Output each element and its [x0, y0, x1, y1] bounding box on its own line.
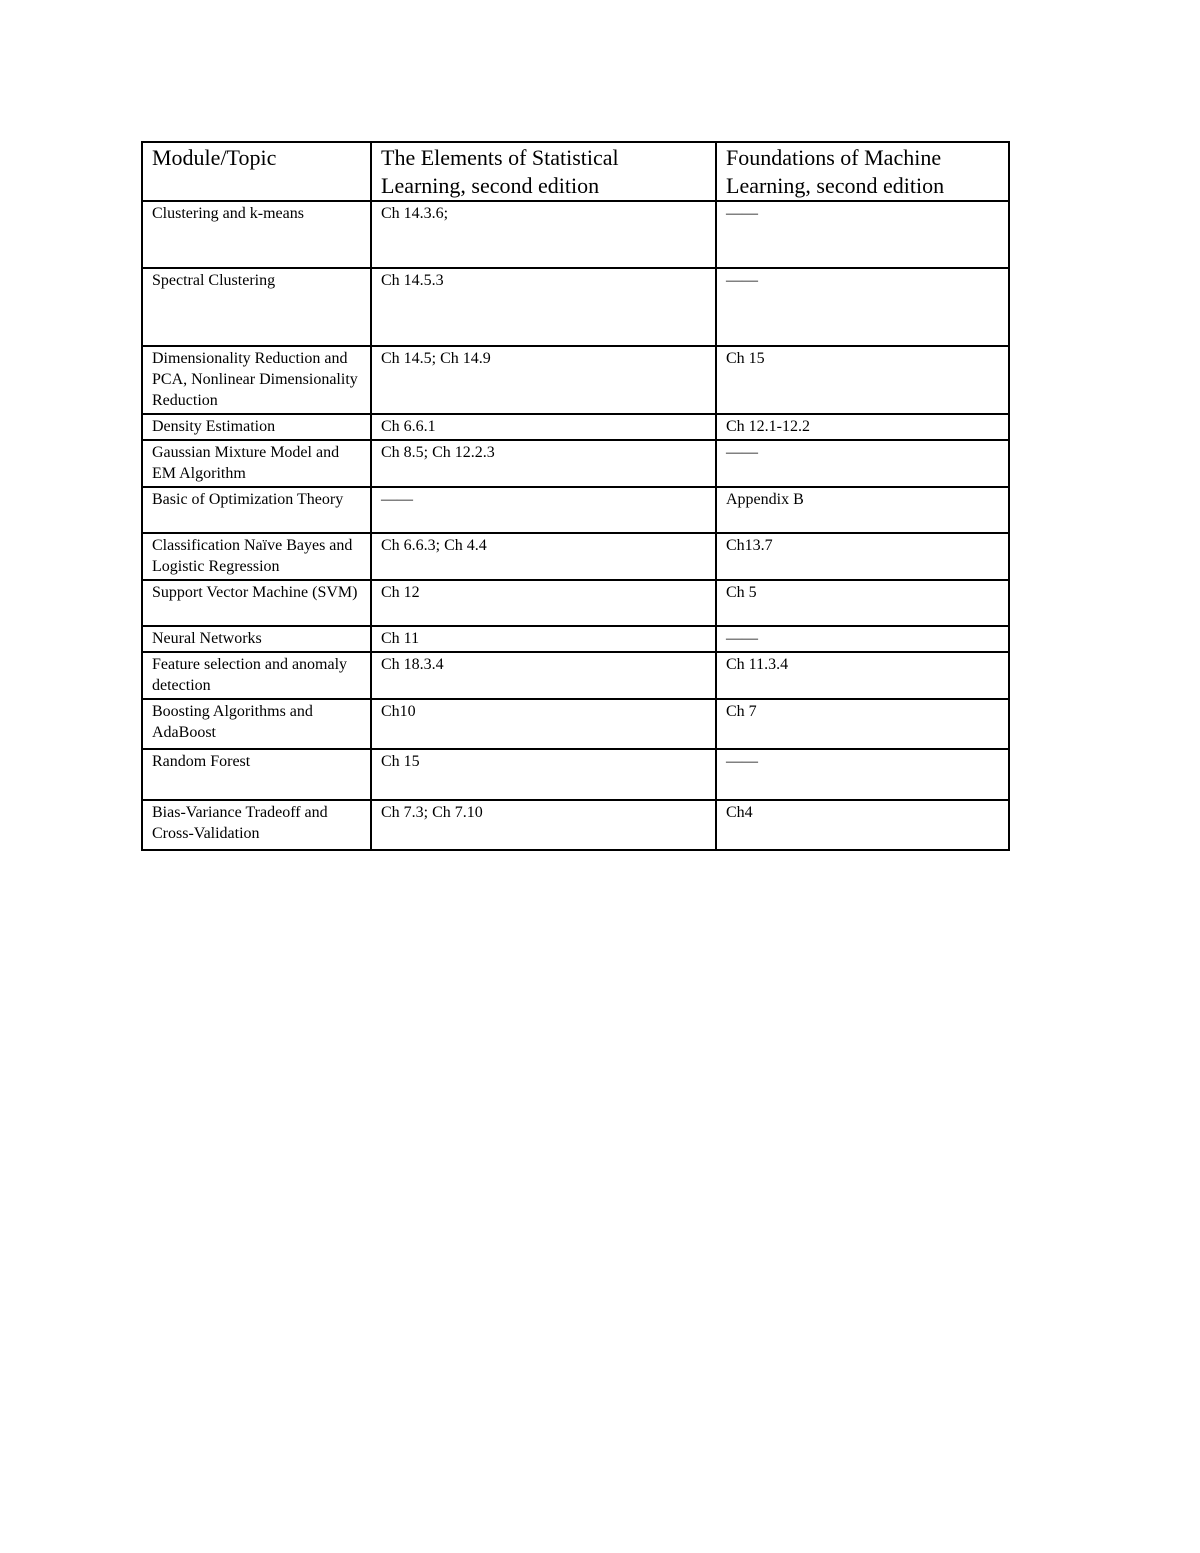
table-row: [142, 268, 1009, 346]
esl-cell: Ch 11: [371, 626, 716, 652]
syllabus-table: [141, 141, 1010, 851]
fml-cell: ——: [716, 749, 1009, 800]
topic-cell: Random Forest: [142, 749, 371, 800]
fml-cell: Appendix B: [716, 487, 1009, 533]
table-row: [142, 652, 1009, 699]
header-esl-book: The Elements of Statistical Learning, second edition: [371, 142, 716, 201]
topic-cell: Dimensionality Reduction and PCA, Nonlinear Dimensionality Reduction: [142, 346, 371, 414]
table-header-row: [142, 142, 1009, 201]
table-row: [142, 533, 1009, 580]
esl-cell: Ch 14.5.3: [371, 268, 716, 346]
header-topic: Module/Topic: [142, 142, 371, 201]
esl-cell: Ch 15: [371, 749, 716, 800]
topic-cell: Neural Networks: [142, 626, 371, 652]
table-row: [142, 414, 1009, 440]
fml-cell: ——: [716, 626, 1009, 652]
table-row: [142, 626, 1009, 652]
fml-cell: ——: [716, 201, 1009, 268]
table-row: [142, 749, 1009, 800]
table-row: [142, 346, 1009, 414]
fml-cell: Ch 5: [716, 580, 1009, 626]
topic-cell: Support Vector Machine (SVM): [142, 580, 371, 626]
topic-cell: Spectral Clustering: [142, 268, 371, 346]
fml-cell: Ch 15: [716, 346, 1009, 414]
esl-cell: Ch 18.3.4: [371, 652, 716, 699]
esl-cell: Ch 14.5; Ch 14.9: [371, 346, 716, 414]
topic-cell: Boosting Algorithms and AdaBoost: [142, 699, 371, 749]
esl-cell: Ch 8.5; Ch 12.2.3: [371, 440, 716, 487]
table-row: [142, 800, 1009, 850]
fml-cell: ——: [716, 440, 1009, 487]
topic-cell: Feature selection and anomaly detection: [142, 652, 371, 699]
table-row: [142, 440, 1009, 487]
fml-cell: Ch 7: [716, 699, 1009, 749]
esl-cell: Ch 6.6.3; Ch 4.4: [371, 533, 716, 580]
esl-cell: Ch 6.6.1: [371, 414, 716, 440]
esl-cell: Ch 7.3; Ch 7.10: [371, 800, 716, 850]
table-row: [142, 487, 1009, 533]
header-fml-book: Foundations of Machine Learning, second edition: [716, 142, 1009, 201]
table-row: [142, 699, 1009, 749]
fml-cell: Ch 12.1-12.2: [716, 414, 1009, 440]
topic-cell: Gaussian Mixture Model and EM Algorithm: [142, 440, 371, 487]
esl-cell: Ch 14.3.6;: [371, 201, 716, 268]
esl-cell: Ch10: [371, 699, 716, 749]
esl-cell: Ch 12: [371, 580, 716, 626]
table-row: [142, 201, 1009, 268]
table-row: [142, 580, 1009, 626]
fml-cell: Ch 11.3.4: [716, 652, 1009, 699]
topic-cell: Classification Naïve Bayes and Logistic Regression: [142, 533, 371, 580]
topic-cell: Clustering and k-means: [142, 201, 371, 268]
fml-cell: Ch4: [716, 800, 1009, 850]
topic-cell: Bias-Variance Tradeoff and Cross-Validation: [142, 800, 371, 850]
topic-cell: Basic of Optimization Theory: [142, 487, 371, 533]
topic-cell: Density Estimation: [142, 414, 371, 440]
fml-cell: Ch13.7: [716, 533, 1009, 580]
esl-cell: ——: [371, 487, 716, 533]
fml-cell: ——: [716, 268, 1009, 346]
